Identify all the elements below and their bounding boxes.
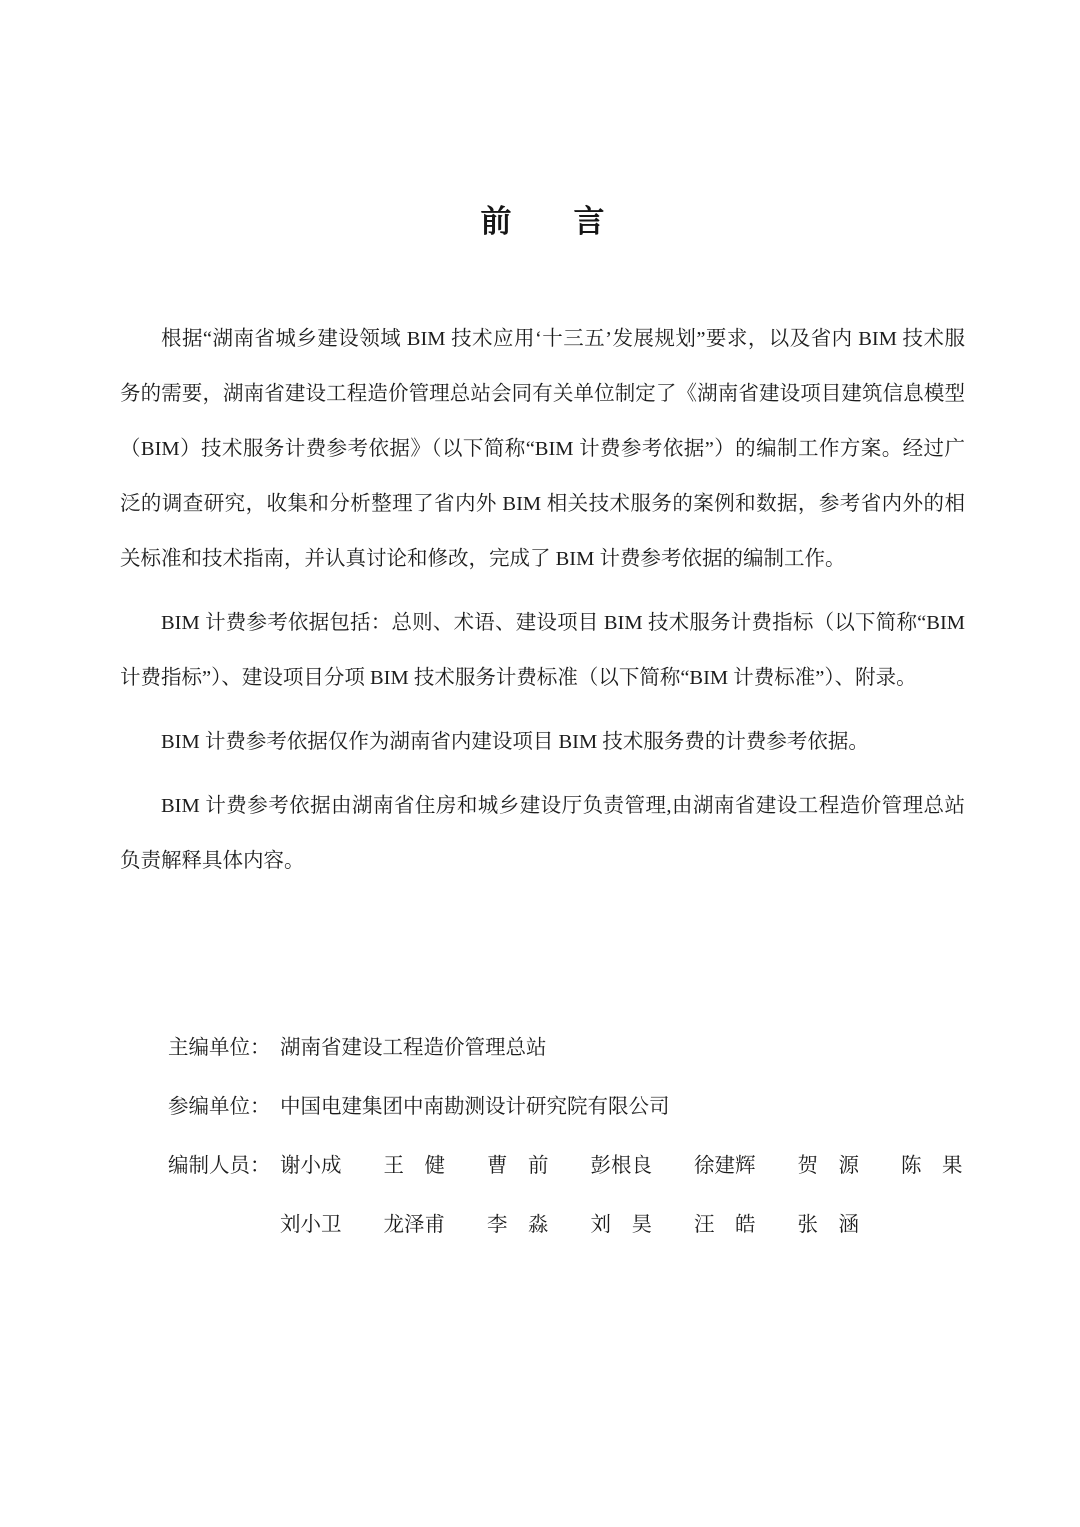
staff-name: 徐建辉 [694, 1155, 756, 1178]
credits-block [120, 1037, 965, 1236]
page-title: 前 言 [480, 204, 605, 239]
staff-name: 张 涵 [797, 1214, 859, 1237]
co-editor-value: 中国电建集团中南勘测设计研究院有限公司 [280, 1096, 670, 1119]
staff-names-row2 [280, 1214, 859, 1236]
paragraph-intro: 根据“湖南省城乡建设领域 BIM 技术应用‘十三五’发展规划”要求，以及省内 BIM 技术服务的需要，湖南省建设工程造价管理总站会同有关单位制定了《湖南省建设项目建筑信息模型（BIM）技术服务计费参考依据》（以下简称“BIM 计费参考依据”）的编制工作方案。经过广泛的调查研究，收集和分析整理了省内外 BIM 相关技术服务的案例和数据，参考省内外的相关标准和技术指南，并认真讨论和修改，完成了 BIM 计费参考依据的编制工作。 [120, 328, 965, 571]
co-editor-label: 参编单位： [168, 1096, 271, 1119]
staff-name: 李 淼 [487, 1214, 549, 1237]
staff-name: 陈 果 [901, 1155, 963, 1178]
body-text [120, 312, 965, 889]
staff-name: 汪 皓 [694, 1214, 756, 1237]
staff-line-2 [168, 1214, 965, 1236]
staff-name: 彭根良 [590, 1155, 652, 1178]
staff-name: 王 健 [383, 1155, 445, 1178]
staff-name: 贺 源 [797, 1155, 859, 1178]
co-editor-line [168, 1096, 965, 1118]
staff-name: 龙泽甫 [383, 1214, 445, 1237]
staff-name: 刘小卫 [280, 1214, 342, 1237]
staff-names-row1 [280, 1155, 963, 1177]
chief-editor-label: 主编单位： [168, 1037, 271, 1060]
paragraph-contents: BIM 计费参考依据包括：总则、术语、建设项目 BIM 技术服务计费指标（以下简称“BIM 计费指标”）、建设项目分项 BIM 技术服务计费标准（以下简称“BIM 计费标准”）、附录。 [120, 612, 965, 690]
staff-name: 曹 前 [487, 1155, 549, 1178]
staff-name: 刘 昊 [590, 1214, 652, 1237]
chief-editor-line [168, 1037, 965, 1059]
paragraph-management: BIM 计费参考依据由湖南省住房和城乡建设厅负责管理,由湖南省建设工程造价管理总站负责解释具体内容。 [120, 795, 965, 873]
staff-name: 谢小成 [280, 1155, 342, 1178]
paragraph-scope: BIM 计费参考依据仅作为湖南省内建设项目 BIM 技术服务费的计费参考依据。 [161, 731, 869, 754]
chief-editor-value: 湖南省建设工程造价管理总站 [280, 1037, 547, 1060]
staff-line-1 [168, 1155, 965, 1177]
staff-label: 编制人员： [168, 1155, 271, 1178]
